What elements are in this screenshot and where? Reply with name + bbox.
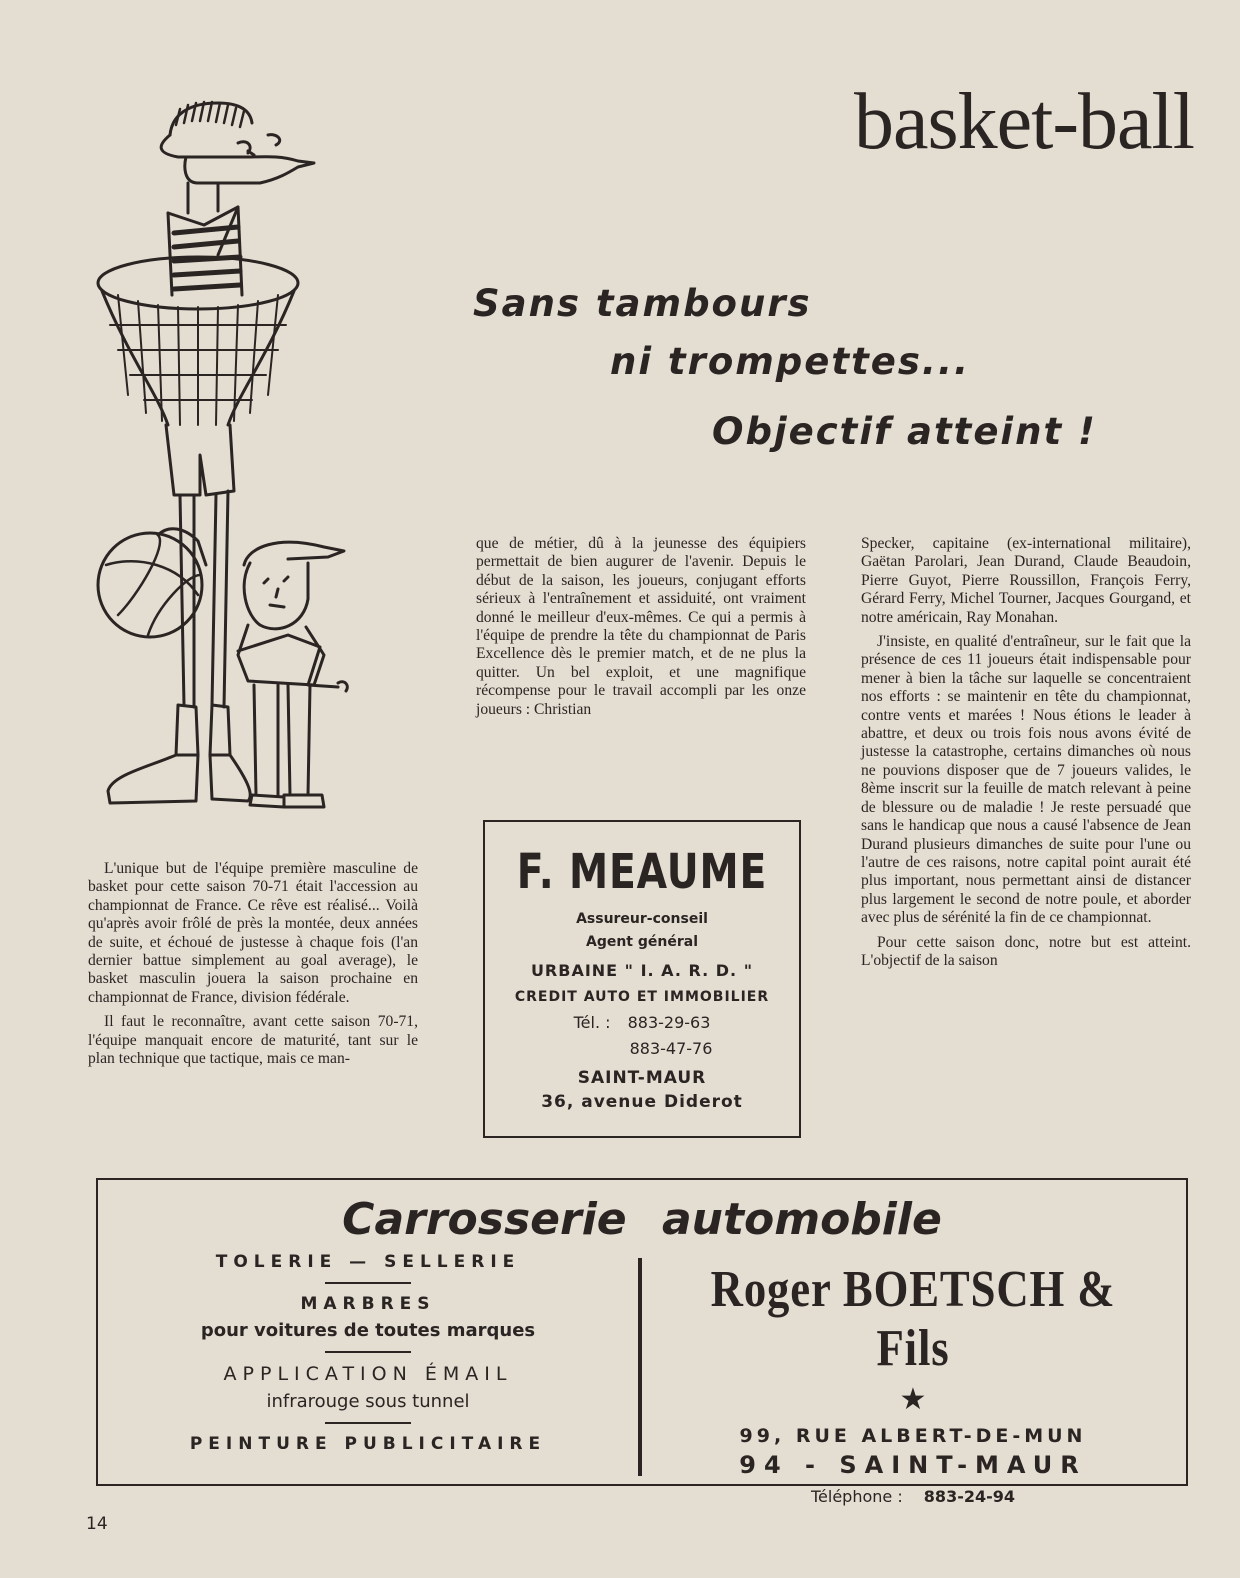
service-item: APPLICATION ÉMAIL (223, 1363, 513, 1385)
firm-phone (658, 1487, 1168, 1506)
article-paragraph: L'unique but de l'équipe première masculine de basket pour cette saison 70-71 était l'accession au championnat de France. Ce rêve est réalisé... Voilà qu'après avoir frôlé de près la montée, deux années de suite, et échoué de justesse à chaque fois (l'an dernier battue simplement au goal average), le basket masculin jouera la saison prochaine en championnat de France, division fédérale. (88, 860, 418, 1006)
vertical-divider (638, 1258, 642, 1476)
basketball-cartoon-illustration (88, 95, 358, 820)
headline-line-3: Objectif atteint ! (712, 410, 1097, 453)
divider (325, 1351, 411, 1353)
article-column-3 (861, 535, 1191, 970)
article-column-2 (476, 535, 806, 719)
headline-line-1: Sans tambours (473, 282, 812, 325)
section-title: basket-ball (854, 78, 1194, 166)
service-item: TOLERIE — SELLERIE (215, 1252, 521, 1272)
advertiser-address: 36, avenue Diderot (541, 1092, 743, 1112)
page-number: 14 (86, 1514, 108, 1534)
article-paragraph: J'insiste, en qualité d'entraîneur, sur le fait que la présence de ces 11 joueurs était indispensable pour mener à bien la tâche sur laquelle se concentraient nos efforts : se maintenir en tête du championnat, contre vents et marées ! Nous étions le leader à abattre, et deux ou trois fois nous avons évité de justesse la catastrophe, certains dimanches où nous ne pouvions disposer que de 7 joueurs valides, le 8ème inscrit sur la feuille de match relevant à peine de blessure ou de maladie ! Je reste persuadé que sans le handicap que nous a causé l'absence de Jean Durand plusieurs dimanches de suite pour l'une ou l'autre de ces raisons, notre capital point aurait été plus important, nous permettant ainsi de distancer plus largement le second de notre poule, et aborder avec plus de sérénité la fin de ce championnat. (861, 633, 1191, 927)
phone-line (485, 1010, 799, 1036)
service-item: PEINTURE PUBLICITAIRE (189, 1434, 547, 1454)
service-item: pour voitures de toutes marques (200, 1320, 536, 1341)
advertiser-name: F. MEAUME (516, 844, 768, 900)
advertiser-role: Agent général (585, 934, 698, 950)
phone-label: Tél. : (573, 1013, 611, 1032)
phone-number: 883-24-94 (923, 1487, 1016, 1506)
phone-label: Téléphone : (810, 1487, 903, 1506)
firm-name: Roger BOETSCH & Fils (710, 1261, 1116, 1377)
service-item: MARBRES (300, 1294, 436, 1314)
firm-details (658, 1260, 1168, 1506)
service-item: infrarouge sous tunnel (266, 1391, 470, 1412)
article-column-1 (88, 860, 418, 1068)
article-paragraph: Pour cette saison donc, notre but est atteint. L'objectif de la saison (861, 933, 1191, 969)
credit-line: CREDIT AUTO ET IMMOBILIER (514, 989, 770, 1005)
boetsch-advertisement (96, 1178, 1188, 1506)
firm-city: 94 - SAINT-MAUR (739, 1451, 1087, 1479)
advertiser-city: SAINT-MAUR (577, 1068, 707, 1088)
services-list (138, 1252, 598, 1454)
article-paragraph: Specker, capitaine (ex-international militaire), Gaëtan Parolari, Jean Durand, Claude Beaudoin, Pierre Guyot, Pierre Roussillon, François Ferry, Gérard Ferry, Michel Tourner, Jacques Gourgand, et notre américain, Ray Monahan. (861, 535, 1191, 626)
article-paragraph: Il faut le reconnaître, avant cette saison 70-71, l'équipe manquait encore de maturité, tant sur le plan technique que tactique, mais ce man- (88, 1013, 418, 1068)
star-icon: ★ (899, 1382, 927, 1417)
divider (325, 1422, 411, 1424)
headline-line-2: ni trompettes... (610, 340, 971, 383)
ad-headline: Carrosserie automobile (342, 1194, 942, 1245)
phone-number: 883-29-63 (627, 1013, 711, 1032)
advertiser-role: Assureur-conseil (576, 911, 708, 927)
phone-number: 883-47-76 (629, 1039, 713, 1058)
firm-street: 99, RUE ALBERT-DE-MUN (739, 1425, 1087, 1447)
meaume-advertisement (483, 820, 801, 1138)
company-name: URBAINE " I. A. R. D. " (530, 961, 754, 980)
article-paragraph: que de métier, dû à la jeunesse des équipiers permettait de bien augurer de l'avenir. Depuis le début de la saison, les joueurs, conjugant efforts sérieux à l'entraînement et assiduité, ont vraiment donné le meilleur d'eux-mêmes. Ce qui a permis à l'équipe de prendre la tête du championnat de Paris Excellence dès le premier match, et de ne plus la quitter. Un bel exploit, et une magnifique récompense pour le travail accompli par les onze joueurs : Christian (476, 535, 806, 718)
divider (325, 1282, 411, 1284)
